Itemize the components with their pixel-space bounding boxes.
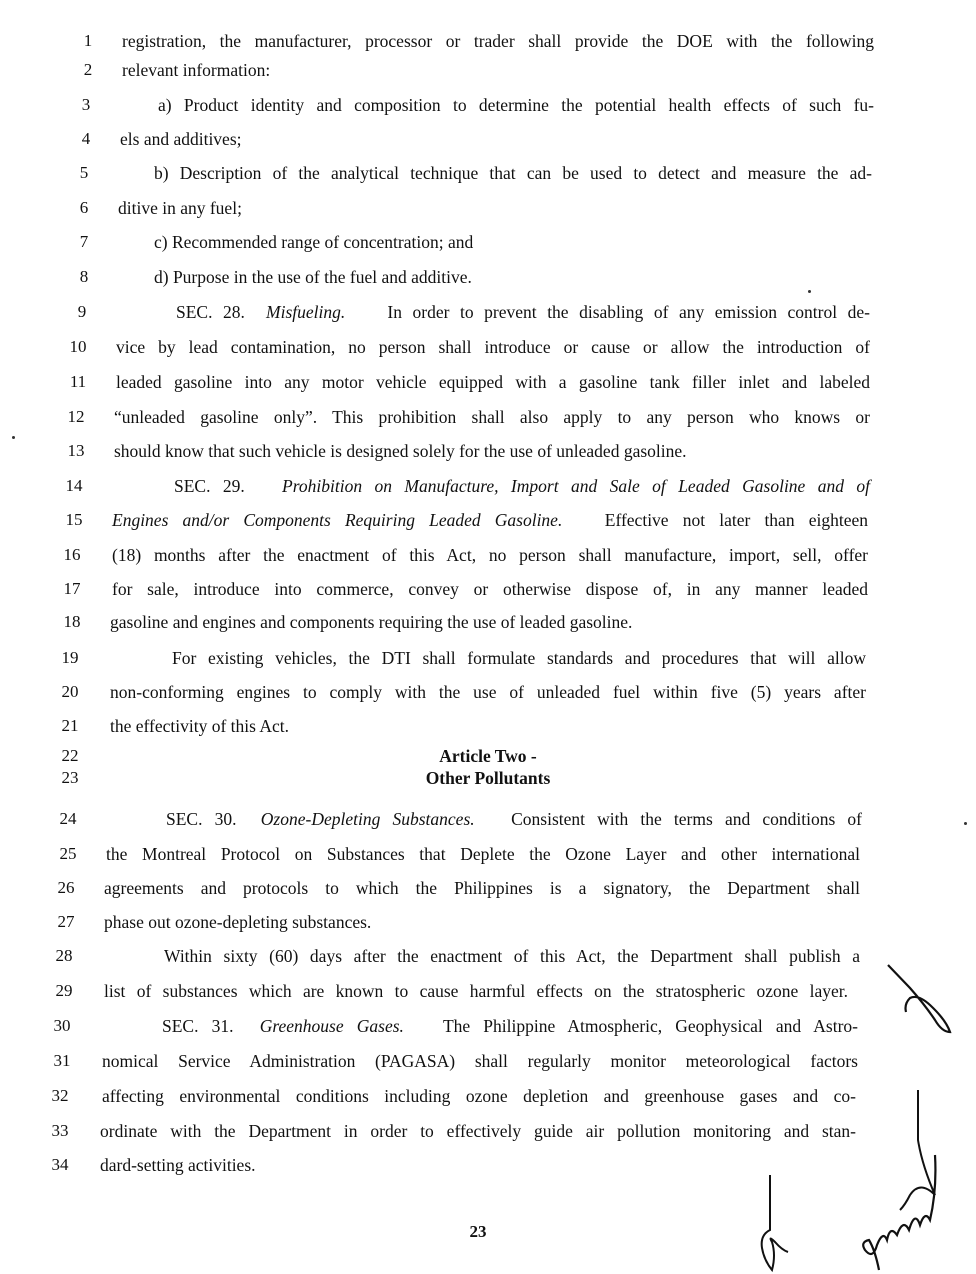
line-text: ditive in any fuel; <box>118 198 242 218</box>
line-text: relevant information: <box>122 60 271 80</box>
section-number: SEC. 30. <box>166 809 237 829</box>
document-line <box>0 402 976 432</box>
line-number: 7 <box>79 232 89 251</box>
line-text: Engines and/or Components Requiring Leaded Gasoline. Effective not later than eighteen <box>112 510 868 530</box>
document-line <box>0 607 976 637</box>
line-number: 12 <box>67 407 85 426</box>
line-text: list of substances which are known to cause harmful effects on the stratospheric ozone layer. <box>104 981 848 1001</box>
line-number: 18 <box>63 612 81 631</box>
document-line <box>0 297 976 327</box>
line-number: 32 <box>51 1086 69 1105</box>
line-text: gasoline and engines and components requiring the use of leaded gasoline. <box>110 612 633 632</box>
line-number: 29 <box>55 981 73 1000</box>
document-line <box>0 1116 976 1146</box>
document-line <box>0 1046 976 1076</box>
document-line <box>0 332 976 362</box>
document-line <box>0 839 976 869</box>
line-number: 24 <box>59 809 77 828</box>
line-text: affecting environmental conditions including ozone depletion and greenhouse gases and co- <box>102 1086 856 1106</box>
document-line <box>0 367 976 397</box>
line-number: 33 <box>51 1121 69 1140</box>
scan-speck <box>964 822 967 825</box>
section-number: SEC. 29. <box>174 476 245 496</box>
document-line <box>0 941 976 971</box>
document-line <box>0 804 976 834</box>
document-line <box>0 471 976 501</box>
line-number: 11 <box>69 372 87 391</box>
line-number: 23 <box>61 768 79 787</box>
line-number: 6 <box>79 198 89 217</box>
line-number: 26 <box>57 878 75 897</box>
line-text: d) Purpose in the use of the fuel and additive. <box>154 267 472 287</box>
line-text: phase out ozone-depleting substances. <box>104 912 372 932</box>
line-text: for sale, introduce into commerce, convey or otherwise dispose of, in any manner leaded <box>112 579 868 599</box>
article-subheading: Other Pollutants <box>425 768 551 788</box>
document-line <box>0 158 976 188</box>
line-number: 22 <box>61 746 79 765</box>
line-text: non-conforming engines to comply with the use of unleaded fuel within five (5) years after <box>110 682 866 702</box>
document-line <box>0 1150 976 1180</box>
document-line <box>0 1011 976 1041</box>
document-line <box>0 193 976 223</box>
line-number: 31 <box>53 1051 71 1070</box>
line-number: 8 <box>79 267 89 286</box>
document-line <box>0 505 976 535</box>
section-heading: Prohibition on Manufacture, Import and Sale of Leaded Gasoline and of <box>282 476 871 496</box>
line-text: agreements and protocols to which the Philippines is a signatory, the Department shall <box>104 878 860 898</box>
line-text: els and additives; <box>120 129 242 149</box>
line-number: 3 <box>81 95 91 114</box>
line-number: 1 <box>83 31 93 50</box>
line-number: 2 <box>83 60 93 79</box>
scan-speck <box>12 436 15 439</box>
scan-speck <box>808 290 811 293</box>
section-heading: Misfueling. <box>266 302 346 322</box>
section-number: SEC. 28. <box>176 302 245 322</box>
initials-signature-icon <box>880 960 960 1040</box>
line-number: 27 <box>57 912 75 931</box>
line-number: 13 <box>67 441 85 460</box>
initial-signature-icon <box>750 1170 800 1274</box>
section-heading: Engines and/or Components Requiring Leaded Gasoline. <box>112 510 563 530</box>
line-text: SEC. 28. Misfueling. In order to prevent the disabling of any emission control de- <box>176 302 870 322</box>
document-line <box>0 976 976 1006</box>
document-line <box>0 227 976 257</box>
document-line <box>0 1081 976 1111</box>
section-heading: Ozone-Depleting Substances. <box>260 809 475 829</box>
line-text: c) Recommended range of concentration; and <box>154 232 474 252</box>
line-text: For existing vehicles, the DTI shall formulate standards and procedures that will allow <box>172 648 866 668</box>
line-text: ordinate with the Department in order to effectively guide air pollution monitoring and stan- <box>100 1121 856 1141</box>
line-number: 4 <box>81 129 91 148</box>
line-number: 5 <box>79 163 89 182</box>
line-text: the effectivity of this Act. <box>110 716 290 736</box>
line-number: 17 <box>63 579 81 598</box>
document-line <box>0 436 976 466</box>
line-text: dard-setting activities. <box>100 1155 256 1175</box>
line-number: 14 <box>65 476 83 495</box>
article-heading: Article Two - <box>439 746 537 766</box>
document-line <box>0 540 976 570</box>
line-text: registration, the manufacturer, processor or trader shall provide the DOE with the following <box>122 31 874 51</box>
line-number: 25 <box>59 844 77 863</box>
line-number: 15 <box>65 510 83 529</box>
document-line <box>0 767 976 789</box>
line-text: “unleaded gasoline only”. This prohibition shall also apply to any person who knows or <box>114 407 870 427</box>
document-line <box>0 262 976 292</box>
line-text: leaded gasoline into any motor vehicle equipped with a gasoline tank filler inlet and labeled <box>116 372 870 392</box>
line-number: 30 <box>53 1016 71 1035</box>
line-number: 19 <box>61 648 79 667</box>
line-text: b) Description of the analytical technique that can be used to detect and measure the ad- <box>154 163 872 183</box>
line-text: nomical Service Administration (PAGASA) shall regularly monitor meteorological factors <box>102 1051 858 1071</box>
line-text: (18) months after the enactment of this Act, no person shall manufacture, import, sell, offer <box>112 545 868 565</box>
line-text: SEC. 30. Ozone-Depleting Substances. Consistent with the terms and conditions of <box>166 809 862 829</box>
line-text: Within sixty (60) days after the enactment of this Act, the Department shall publish a <box>164 946 860 966</box>
line-number: 28 <box>55 946 73 965</box>
document-line <box>0 677 976 707</box>
document-line <box>0 643 976 673</box>
document-line <box>0 873 976 903</box>
page-number: 23 <box>469 1222 487 1241</box>
line-text: should know that such vehicle is designed solely for the use of unleaded gasoline. <box>114 441 687 461</box>
signature-icon <box>835 1150 945 1274</box>
line-text <box>174 471 870 501</box>
document-line <box>0 26 976 56</box>
document-line <box>0 574 976 604</box>
line-text: the Montreal Protocol on Substances that Deplete the Ozone Layer and other international <box>106 844 860 864</box>
document-line <box>0 90 976 120</box>
document-line <box>0 55 976 85</box>
line-text: SEC. 31. Greenhouse Gases. The Philippine Atmospheric, Geophysical and Astro- <box>162 1016 859 1036</box>
line-number: 10 <box>69 337 87 356</box>
section-heading: Greenhouse Gases. <box>259 1016 404 1036</box>
document-line <box>0 124 976 154</box>
line-number: 9 <box>77 302 87 321</box>
line-number: 34 <box>51 1155 69 1174</box>
section-number: SEC. 31. <box>162 1016 234 1036</box>
document-line <box>0 711 976 741</box>
document-line <box>0 907 976 937</box>
line-number: 20 <box>61 682 79 701</box>
line-text: vice by lead contamination, no person shall introduce or cause or allow the introduction of <box>116 337 870 357</box>
line-number: 21 <box>61 716 79 735</box>
document-line <box>0 745 976 767</box>
line-text: a) Product identity and composition to determine the potential health effects of such fu- <box>158 95 874 115</box>
line-number: 16 <box>63 545 81 564</box>
